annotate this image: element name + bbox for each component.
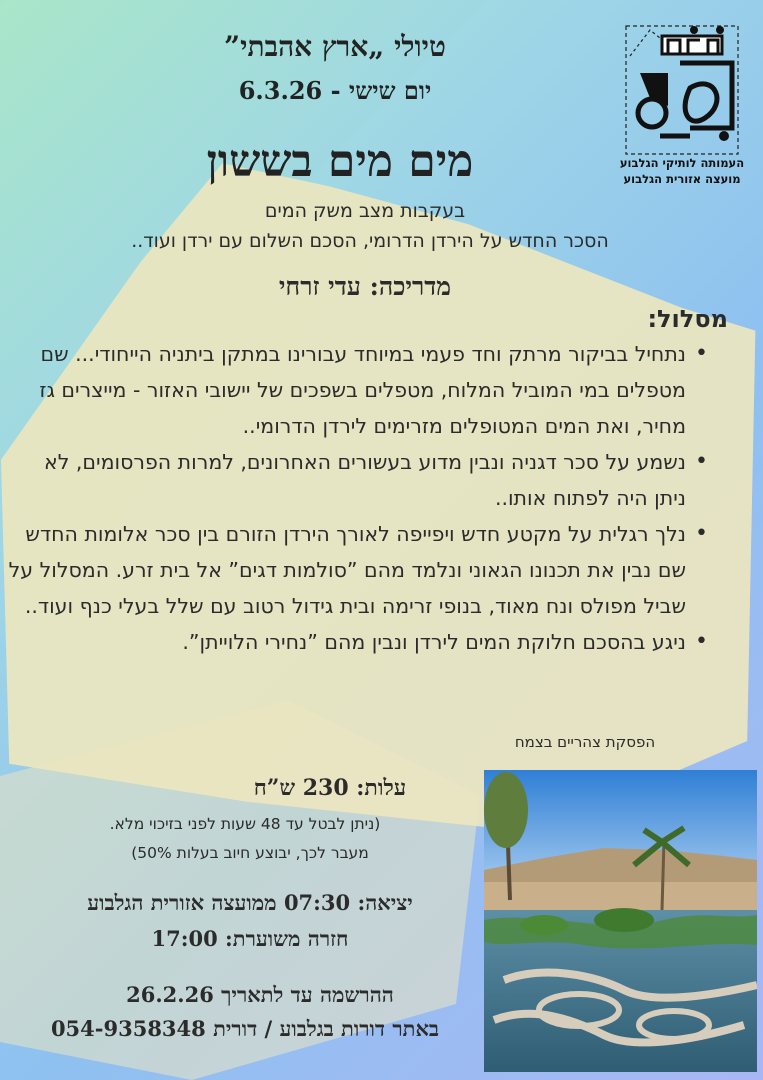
cancellation-policy-line-1: (ניתן לבטל עד 48 שעות לפני בזיכוי מלא. xyxy=(109,815,381,833)
route-item: • נתחיל בביקור מרתק וחד פעמי במיוחד עבורינו במתקן ביתניה הייחודי... שם מטפלים במי המוביל המלוח, מטפלים בשפכים של יישובי האזור - מייצרים גז מחיר, ואת המים המטופלים מזרימים לירדן הדרומי.. xyxy=(6,336,686,444)
trip-series-title: טיולי „ארץ אהבתי” xyxy=(224,30,446,63)
route-heading: מסלול: xyxy=(647,305,728,333)
page-title: מים מים בששון xyxy=(206,136,474,187)
route-item: • ניגע בהסכם חלוקת המים לירדן ונבין מהם ”נחירי הלוייתן”. xyxy=(6,624,686,660)
route-list xyxy=(6,336,708,660)
departure-info: יציאה: 07:30 ממועצה אזורית הגלבוע xyxy=(87,890,413,915)
organization-logo xyxy=(620,18,745,158)
route-item: • נלך רגלית על מקטע חדש ויפייפה לאורך הירדן הזורם בין סכר אלומות החדש שם נבין את תכנונו הגאוני ונלמד מהם ”סולמות דגים” אל בית זרע. המסלול על שביל מפולס ונח מאוד, בנופי זרימה ובית גידול רטוב עם שלל בעלי כנף ועוד.. xyxy=(6,516,686,624)
lunch-note: הפסקת צהריים בצמח xyxy=(514,733,656,751)
price: עלות: 230 ש”ח xyxy=(253,775,407,801)
logo-caption-council: מועצה אזורית הגלבוע xyxy=(623,172,741,186)
river-photo xyxy=(484,770,757,1072)
subtitle-line-1: בעקבות מצב משק המים xyxy=(264,200,466,222)
cancellation-policy-line-2: מעבר לכך, יבוצע חיוב בעלות 50%) xyxy=(131,844,369,862)
logo-caption-association: העמותה לותיקי הגלבוע xyxy=(619,156,745,170)
subtitle-line-2: הסכר החדש על הירדן הדרומי, הסכם השלום עם ירדן ועוד.. xyxy=(131,230,609,252)
trip-date: יום שישי - 6.3.26 xyxy=(238,76,432,105)
registration-deadline: ההרשמה עד לתאריך 26.2.26 xyxy=(126,982,394,1007)
guide-name: מדריכה: עדי זרחי xyxy=(278,272,452,301)
route-item: • נשמע על סכר דגניה ונבין מדוע בעשורים האחרונים, למרות הפרסומים, לא ניתן היה לפתוח אותו.. xyxy=(6,444,686,516)
return-info: חזרה משוערת: 17:00 xyxy=(151,926,349,951)
registration-contact: באתר דורות בגלבוע / דורית 054-9358348 xyxy=(50,1016,440,1041)
